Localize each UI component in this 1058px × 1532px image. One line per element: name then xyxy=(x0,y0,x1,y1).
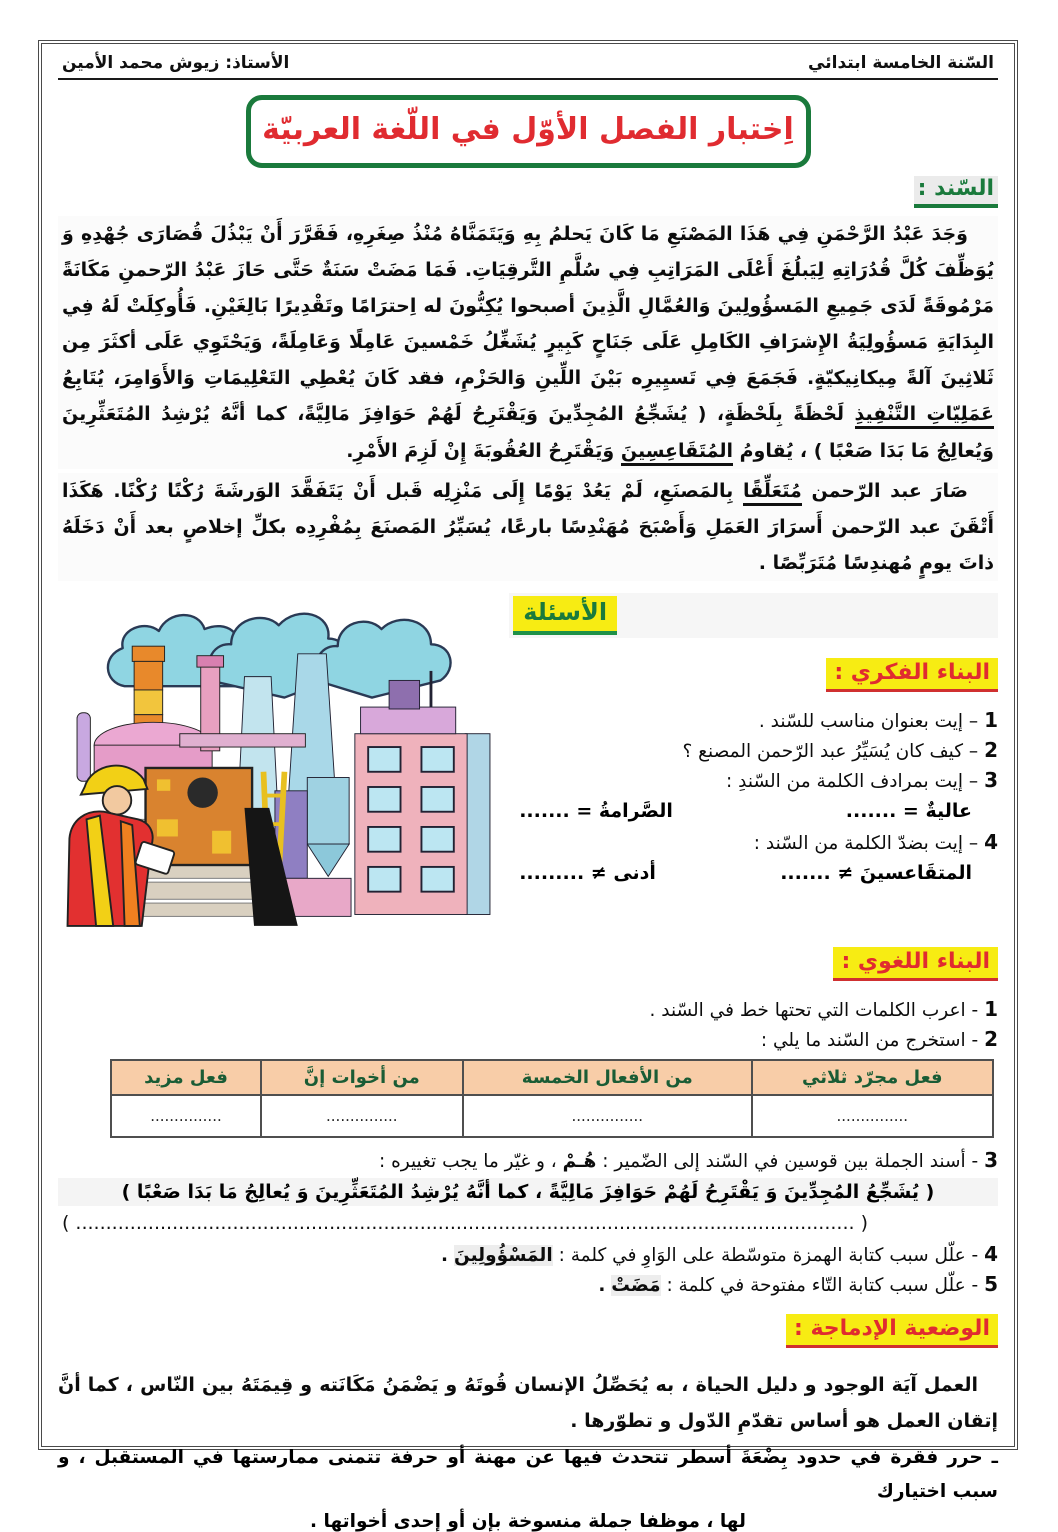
extract-table xyxy=(110,1059,994,1138)
question-number: 4 xyxy=(984,829,998,854)
sanad-p1-text: وَيَقْتَرِحُ العُقُوبَةَ إِنْ لَزِمَ الأَمْرِ. xyxy=(346,439,621,462)
question-number: 2 xyxy=(984,737,998,762)
antonyms-line xyxy=(509,860,998,886)
sanad-paragraph-1 xyxy=(58,216,998,469)
question-number: 1 xyxy=(984,997,998,1022)
lughawi-heading: البناء اللغوي : xyxy=(833,947,998,981)
illustration-column xyxy=(58,585,509,934)
building-side xyxy=(465,734,490,915)
question-text: . xyxy=(441,1245,449,1267)
question-text: - استخرج من السّند ما يلي : xyxy=(760,1030,979,1052)
questions-column xyxy=(509,585,998,934)
fikri-section xyxy=(509,654,998,886)
chimney-cap xyxy=(132,646,164,661)
table-answer-cell: ............... xyxy=(463,1095,752,1137)
question-text: – إيت بمرادف الكلمة من السّندِ : xyxy=(726,770,979,792)
wadiya-heading: الوضعية الإدماجة : xyxy=(786,1314,998,1348)
table-header-row xyxy=(111,1060,993,1095)
sanad-heading: السّند : xyxy=(914,176,998,208)
pronoun-word: هُـمْ xyxy=(562,1151,597,1173)
q3-answer-line: ( ................................................................................................................................. ) xyxy=(61,1212,868,1235)
questions-heading: الأسئلة xyxy=(513,596,617,635)
table-header-cell: من الأفعال الخمسة xyxy=(463,1060,752,1095)
target-word: مَضَتْ xyxy=(611,1275,661,1297)
school-year-label: السّنة الخامسة ابتدائي xyxy=(808,53,994,73)
table-answer-row xyxy=(111,1095,993,1137)
question-text: ، و غيّر ما يجب تغييره : xyxy=(378,1151,557,1173)
wadiya-section xyxy=(58,1310,998,1532)
question-number: 2 xyxy=(984,1027,998,1052)
q3-sentence: ( يُشَجِّعُ المُجِدِّينَ وَ يَقْتَرِحُ لَهُمْ حَوَافِزَ مَالِيَّةً ، كما أنَّهُ يُرْشِدُ المُتَعَثِّرِينَ وَ يُعالِجُ مَا بَدَا صَعْبًا ) xyxy=(58,1178,998,1206)
fikri-q1 xyxy=(509,708,998,732)
question-number: 3 xyxy=(984,1148,998,1173)
sanad-paragraph-2 xyxy=(58,473,998,581)
question-text: - علّل سبب كتابة التّاء مفتوحة في كلمة : xyxy=(666,1275,979,1297)
sanad-p1-text: لَحْظَةً بِلَحْظَةٍ، ( يُشَجِّعُ المُجِدِّينَ وَيَقْتَرِحُ لَهُمْ حَوَافِزَ مَالِيَّةً، كما أنَّهُ يُرْشِدُ المُتَعَثِّرِينَ وَيُعالِجُ مَا بَدَا صَعْبًا ) ، يُقاومُ xyxy=(62,403,994,462)
fikri-q3 xyxy=(509,768,998,792)
sanad-p2-text: بِالمَصنَعِ، لَمْ يَعُدْ يَوْمًا إِلَى مَنْزِلِه قَبل أَنْ يَتَفَقَّدَ الوَرشَةَ رُكْنًا رُكْنًا. هَكَذَا أَتْقَنَ عبد الرّحمن أَسرَارَ العَمَلِ وَأَصْبَحَ مُهَنْدِسًا بارعًا، يُسَيِّرُ المَصنَعَ بِمُفْرِدِه بكلِّ إخلاصٍ بعد أَنْ دَخَلَهُ ذاتَ يومٍ مُهندِسًا مُتَرَبِّصًا . xyxy=(62,479,994,574)
pipe xyxy=(77,713,90,782)
question-number: 1 xyxy=(984,707,998,732)
underlined-word: مُتَعَلِّقًا xyxy=(743,480,802,506)
wadiya-instruction-line1: ـ حرر فقرة في حدود بِضْعَةَ أسطر تتحدث فيها عن مهنة أو حرفة تتمنى ممارستها في المستقبل ، و سبب اختيارك xyxy=(58,1446,998,1502)
table-header-cell: من أخوات إنَّ xyxy=(261,1060,463,1095)
underlined-word: المُتَقَاعِسِينَ xyxy=(621,440,733,466)
exam-title-box xyxy=(246,95,811,168)
table-answer-cell: ............... xyxy=(752,1095,993,1137)
table-answer-cell: ............... xyxy=(111,1095,261,1137)
silo xyxy=(307,777,349,844)
synonym-item: عاليةٌ = ....... xyxy=(845,799,972,822)
lughawi-q1 xyxy=(58,997,998,1021)
sanad-p1-text: وَجَدَ عَبْدُ الرَّحْمَنِ فِي هَذَا المَصْنَعِ مَا كَانَ يَحلمُ بِهِ وَيَتَمَنَّاهُ مُنْذُ صِغَرِهِ، فَقَرَّرَ أَنْ يَبْذُلَ قُصَارَى جُهْدِهِ وَ يُوَظِّفَ كُلَّ قُدُرَاتِهِ لِيَبلُغَ أَعْلَى المَرَاتِبِ فِي سُلَّمِ التَّرقِيَاتِ. فَمَا مَضَتْ سَنَةٌ حَتَّى حَازَ عَبْدُ الرّحمنِ مَكَانَةً مَرْمُوقَةً لَدَى جَمِيعِ المَسؤُولِينَ وَالعُمَّالِ الَّذِينَ أصبحوا يُكِنُّونَ له اِحترَامًا وتَقْدِيرًا بَالِغَيْنِ. فَأُوكِلَتْ لَهُ فِي البِدَايَةِ مَسؤُولِيَةُ الإِشرَافِ الكَامِلِ عَلَى جَنَاحٍ كَبِيرٍ يُشَغِّلُ خَمْسينَ عَامِلًا وَعَامِلَةً، وَيَحْتَوِي عَلَى أكثَرَ مِن ثَلاثِينَ آلةً مِيكانِيكيّةٍ. فَجَمَعَ فِي تَسيِيرِه بَيْنَ اللِّينِ وَالحَزْمِ، فقد كَانَ يُعْطِي التَعْلِيمَاتِ وَالأَوَامِرَ، يُتَابِعُ xyxy=(62,223,994,390)
question-text: - علّل سبب كتابة الهمزة متوسّطة على الوَاوِ في كلمة : xyxy=(558,1245,979,1267)
worker-face xyxy=(103,786,132,815)
fikri-q2 xyxy=(509,738,998,762)
middle-row xyxy=(58,585,998,934)
roof-box xyxy=(389,680,419,709)
table-answer-cell: ............... xyxy=(261,1095,463,1137)
pipe-deck xyxy=(180,734,306,747)
lughawi-q2 xyxy=(58,1027,998,1051)
lughawi-section xyxy=(58,943,998,1296)
synonym-item: الصَّرامةُ = ....... xyxy=(519,799,673,822)
teacher-label: الأستاذ: زيوش محمد الأمين xyxy=(62,53,290,73)
sanad-p2-text: صَارَ عبد الرّحمن xyxy=(801,479,968,502)
question-text: . xyxy=(598,1275,606,1297)
lughawi-q5 xyxy=(58,1272,998,1296)
wadiya-paragraph: العمل آيَة الوجود و دليل الحياة ، به يُحَصِّلُ الإنسان قُوتَهُ و يَضْمَنُ مَكَانَته و قِيمَتَهُ بين النّاس ، كما أنَّ إتقان العمل هو أساس تقدّمِ الدّول و تطوّرها . xyxy=(58,1374,998,1432)
page-header xyxy=(58,44,998,80)
sanad-section xyxy=(58,176,998,581)
factory-illustration xyxy=(58,591,505,934)
question-number: 5 xyxy=(984,1272,998,1297)
target-word: المَسْؤُولِينَ xyxy=(453,1245,553,1267)
question-text: – كيف كان يُسَيِّرُ عبد الرّحمن المصنع ؟ xyxy=(682,740,979,762)
fikri-heading: البناء الفكري : xyxy=(826,658,998,692)
table-header-cell: فعل مجرّد ثلاثي xyxy=(752,1060,993,1095)
question-text: - اعرب الكلمات التي تحتها خط في السّند . xyxy=(649,1000,979,1022)
building-roof xyxy=(361,707,456,734)
synonyms-line xyxy=(509,798,998,824)
underlined-word: عَمَلِيّاتِ التَّنْفِيذِ xyxy=(855,403,994,429)
lughawi-q3 xyxy=(58,1148,998,1172)
lughawi-q4 xyxy=(58,1242,998,1266)
antonym-item: المتقَاعسينَ ≠ ....... xyxy=(780,861,972,884)
questions-heading-strip xyxy=(509,593,998,638)
question-number: 3 xyxy=(984,767,998,792)
question-text: – إيت بضدّ الكلمة من السّند : xyxy=(753,832,979,854)
question-text: – إيت بعنوان مناسب للسّند . xyxy=(758,710,979,732)
wadiya-instruction-line2: لها ، موظفا جملة منسوخة بإن أو إحدى أخواتها . xyxy=(310,1511,746,1532)
table-header-cell: فعل مزيد xyxy=(111,1060,261,1095)
question-number: 4 xyxy=(984,1242,998,1267)
page-frame xyxy=(38,40,1018,1532)
question-text: - أسند الجملة بين قوسين في السّند إلى الضّمير : xyxy=(602,1151,979,1173)
exam-title: اِختبار الفصل الأوّل في اللّغة العربيّة xyxy=(262,112,794,147)
fikri-q4 xyxy=(509,830,998,854)
antonym-item: أدنى ≠ ......... xyxy=(519,861,656,884)
